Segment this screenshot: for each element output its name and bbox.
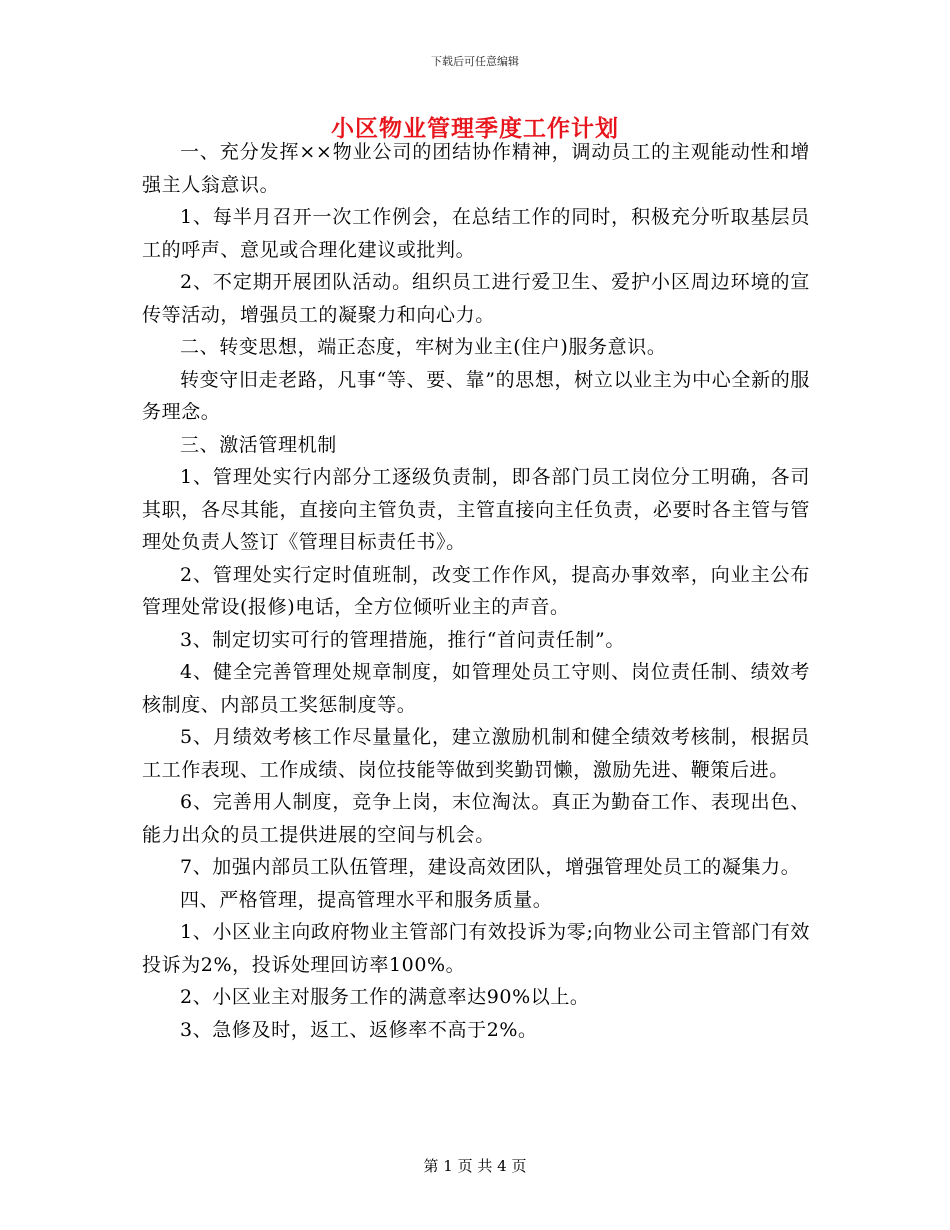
paragraph-13: 7、加强内部员工队伍管理，建设高效团队，增强管理处员工的凝集力。 <box>180 856 801 878</box>
paragraph-3: 2、不定期开展团队活动。组织员工进行爱卫生、爱护小区周边环境的宣传等活动，增强员工的凝聚力和向心力。 <box>142 271 810 326</box>
paragraph-5: 转变守旧走老路，凡事“等、要、靠”的思想，树立以业主为中心全新的服务理念。 <box>142 368 810 423</box>
document-body <box>142 136 810 1046</box>
document-title: 小区物业管理季度工作计划 <box>331 115 619 142</box>
paragraph-8: 2、管理处实行定时值班制，改变工作作风，提高办事效率，向业主公布管理处常设(报修)电话，全方位倾听业主的声音。 <box>142 563 810 618</box>
paragraph-12: 6、完善用人制度，竞争上岗，末位淘汰。真正为勤奋工作、表现出色、能力出众的员工提供进展的空间与机会。 <box>142 791 810 846</box>
header-note: 下载后可任意编辑 <box>431 55 519 68</box>
paragraph-1: 一、充分发挥××物业公司的团结协作精神，调动员工的主观能动性和增强主人翁意识。 <box>142 141 810 196</box>
paragraph-4: 二、转变思想，端正态度，牢树为业主(住户)服务意识。 <box>180 336 667 358</box>
paragraph-2: 1、每半月召开一次工作例会，在总结工作的同时，积极充分听取基层员工的呼声、意见或合理化建议或批判。 <box>142 206 810 261</box>
paragraph-10: 4、健全完善管理处规章制度，如管理处员工守则、岗位责任制、绩效考核制度、内部员工奖惩制度等。 <box>142 661 810 716</box>
paragraph-11: 5、月绩效考核工作尽量量化，建立激励机制和健全绩效考核制，根据员工工作表现、工作成绩、岗位技能等做到奖勤罚懒，激励先进、鞭策后进。 <box>142 726 810 781</box>
page-footer: 第 1 页 共 4 页 <box>423 1157 527 1175</box>
paragraph-6: 三、激活管理机制 <box>180 433 337 456</box>
paragraph-9: 3、制定切实可行的管理措施，推行“首问责任制”。 <box>180 628 625 651</box>
paragraph-16: 2、小区业主对服务工作的满意率达90%以上。 <box>180 986 590 1008</box>
paragraph-14: 四、严格管理，提高管理水平和服务质量。 <box>180 888 553 911</box>
paragraph-15: 1、小区业主向政府物业主管部门有效投诉为零;向物业公司主管部门有效投诉为2%，投诉处理回访率100%。 <box>142 921 810 976</box>
paragraph-7: 1、管理处实行内部分工逐级负责制，即各部门员工岗位分工明确，各司其职，各尽其能，直接向主管负责，主管直接向主任负责，必要时各主管与管理处负责人签订《管理目标责任书》。 <box>142 466 810 553</box>
paragraph-17: 3、急修及时，返工、返修率不高于2%。 <box>180 1018 538 1041</box>
